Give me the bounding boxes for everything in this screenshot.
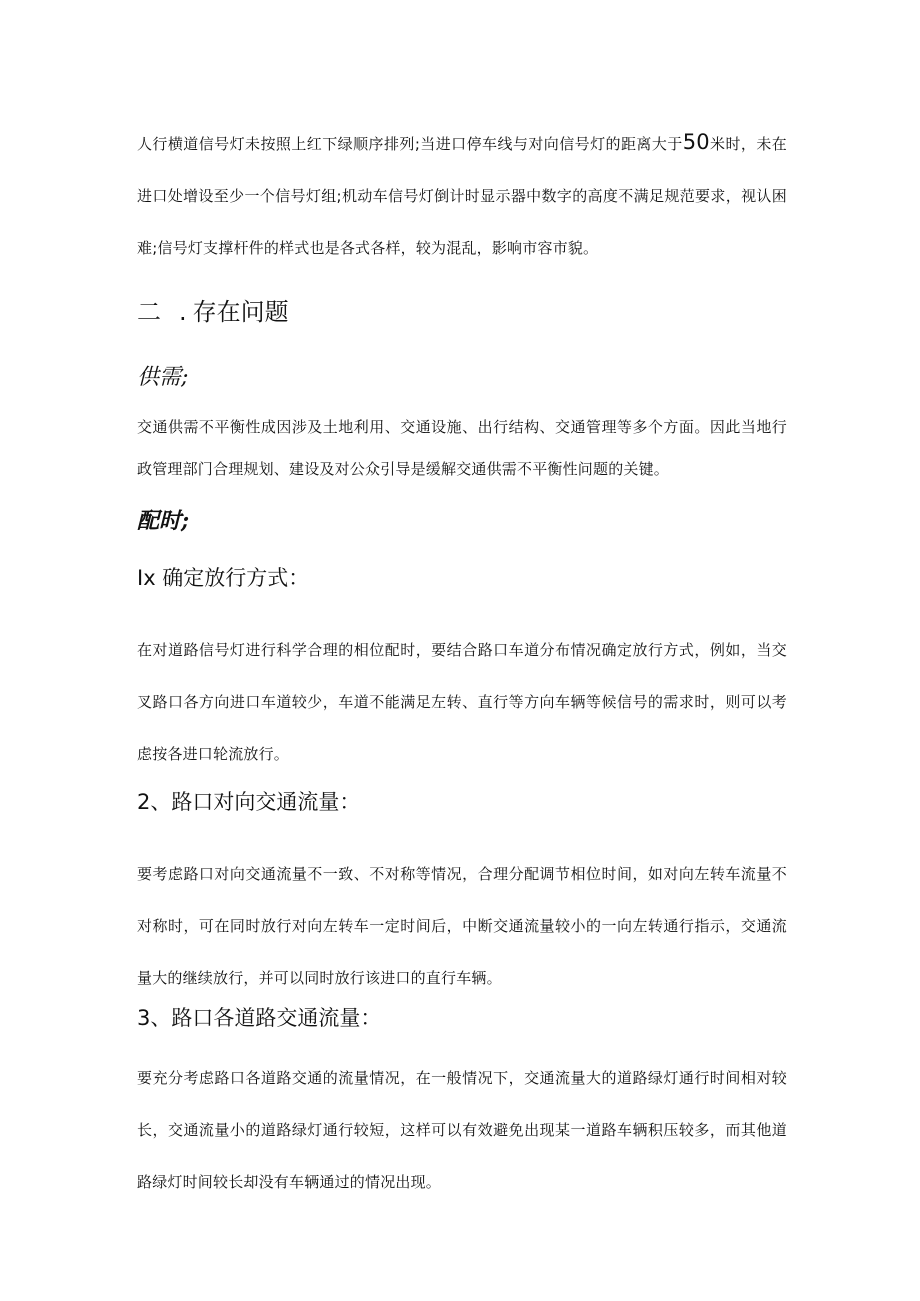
intro-text-before: 人行横道信号灯未按照上红下绿顺序排列;当进口停车线与对向信号灯的距离大于: [137, 135, 683, 153]
intro-text-after: 米时，未在进口处增设至少一个信号灯组;机动车信号灯倒计时显示器中数字的高度不满足规范要求，视认困难;信号灯支撑杆件的样式也是各式各样，较为混乱，影响市容市貌。: [137, 135, 787, 257]
intro-paragraph: [137, 116, 787, 274]
section-heading: [137, 296, 787, 328]
supply-paragraph: 交通供需不平衡性成因涉及土地利用、交通设施、出行结构、交通管理等多个方面。因此当地行政管理部门合理规划、建设及对公众引导是缓解交通供需不平衡性问题的关键。: [137, 418, 787, 478]
timing-heading: 配时;: [137, 508, 190, 534]
item3-paragraph: 要充分考虑路口各道路交通的流量情况，在一般情况下，交通流量大的道路绿灯通行时间相对较长，交通流量小的道路绿灯通行较短，这样可以有效避免出现某一道路车辆积压较多，而其他道路绿灯时间较长却没有车辆通过的情况出现。: [137, 1069, 787, 1191]
item2-paragraph: 要考虑路口对向交通流量不一致、不对称等情况，合理分配调节相位时间，如对向左转车流量不对称时，可在同时放行对向左转车一定时间后，中断交通流量较小的一向左转通行指示，交通流量大的继续放行，并可以同时放行该进口的直行车辆。: [137, 865, 787, 987]
item3-heading: 3、路口各道路交通流量：: [137, 1006, 382, 1030]
item2-heading: 2、路口对向交通流量：: [137, 790, 361, 814]
intro-distance-number: 50: [682, 130, 710, 154]
item1-paragraph: 在对道路信号灯进行科学合理的相位配时，要结合路口车道分布情况确定放行方式，例如，当交叉路口各方向进口车道较少，车道不能满足左转、直行等方向车辆等候信号的需求时，则可以考虑按各进口轮流放行。: [137, 641, 787, 763]
section-title: 存在问题: [192, 298, 289, 326]
section-dot: .: [179, 298, 187, 326]
section-number: 二: [137, 298, 161, 326]
item1-heading: Ix 确定放行方式：: [137, 566, 310, 590]
supply-heading: 供需;: [137, 365, 189, 390]
